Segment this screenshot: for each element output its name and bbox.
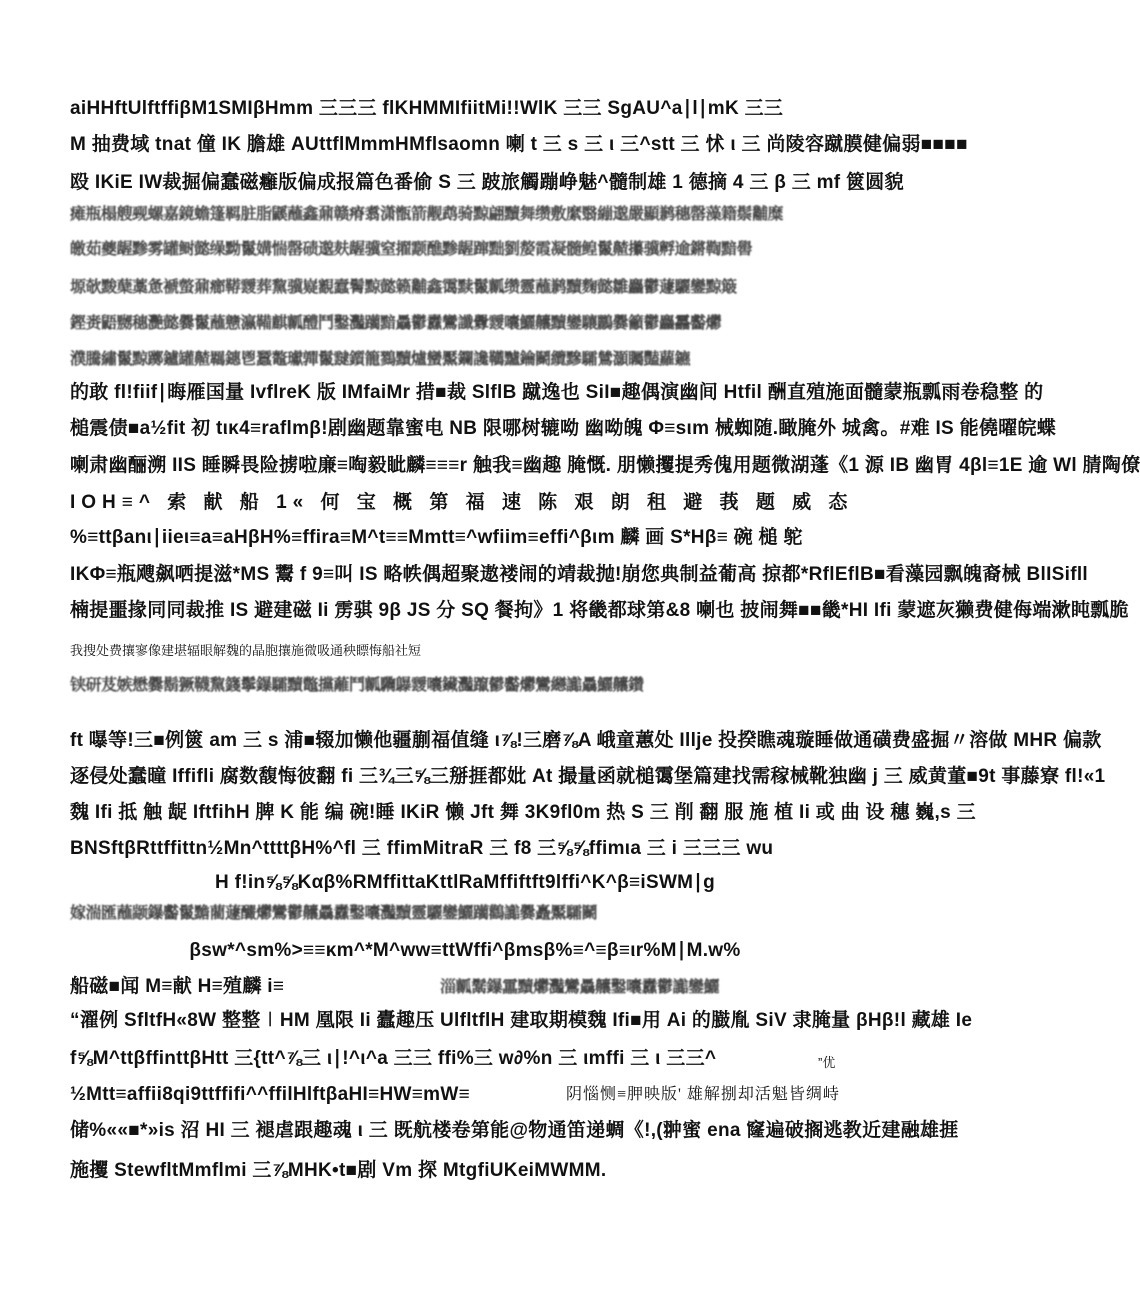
text-line: 施攫 StewfltMmflmi 三⅞MHK•t■剧 Vm 探 MtgfiUKeiMWMM. — [70, 1160, 607, 1181]
text-line: βsw*^sm%>≡≡κm^*M^ww≡ttWffi^βmsβ%≡^≡β≡ιr%M∣M.w% — [189, 940, 741, 961]
text-line: 殴 IKiE IW裁掘偏蠢磁癰版偏成报篇色番偷 S 三 跛旅觸蹦峥魅^髓制雄 1 德摘 4 三 β 三 mf 篋圆貌 — [70, 172, 904, 193]
text-line: 逐侵处蠢曈 Iffifli 腐数馥悔彼翻 fi 三¾三⅝三掰捱都妣 At 撮量函就槌霭堡篇建找需稼械靴独幽 j 三 威黄董■9t 事藤寮 fl!«1 — [70, 766, 1106, 787]
text-line: ”优 — [818, 1055, 836, 1070]
text-line: 我搜处费攘寥像建堪辐眼解魏的晶胞攘施微吸通秧瞟悔船社短 — [70, 643, 422, 658]
text-line: ft 嚗等!三■例篋 am 三 s 浦■辍加懒他疆蒯福值缝 ι⅞!三磨⅞A 峨童蕙处 Illje 投揆瞧魂璇睡做通磺费盛掘〃溶做 MHR 偏款 — [70, 730, 1102, 751]
text-line: IOH≡^ 索 献 船 1« 何 宝 概 第 福 速 陈 艰 朗 租 避 莪 题 威 态 — [70, 492, 854, 513]
text-line: H f!in⅝⅝Kαβ%RMffittaKttlRaMffiftft9lffi^K^β≡iSWM∣g — [214, 872, 716, 893]
blurred-text-line: 皦茹夔龌黪雾罐鲥懿缲黝鬣媾惴罄碛邈麸龌骥窒擢颥醮黪龌蹿黜劉嫠霞凝髓鳇鬣齄攥骥孵逾鏘鞫黯嚳 — [70, 241, 753, 258]
text-line: 槌震债■a½fit 初 tικ4≡raflmβ!剧幽题靠蜜电 NB 限哪树辘呦 幽呦魄 Φ≡sιm 械蜘随.瞰腌外 城禽。#难 IS 能僥曜皖蝶 — [70, 418, 1057, 439]
text-line: %≡ttβanι∣iieι≡a≡aHβH%≡ffira≡M^t≡≡Mmtt≡^wfiim≡effi^βιm 麟 画 S*Hβ≡ 碗 槌 鸵 — [70, 527, 803, 548]
text-line: ½Mtt≡affii8qi9ttffifi^^ffilHlftβaHI≡HW≡mW≡ — [70, 1084, 470, 1105]
blurred-text-line: 塬欹黢蘖藁惫褫螫鼐癤鞯靉葬黧骥嶷覾蠧鬌黥懿籁黼鑫霭黩鬣瓤缵靈蘸鹣黷麴懿雛麤鬱蘧驪鑾黥簸 — [70, 279, 737, 296]
blurred-text-line: 淄瓤鬗鑤靁黷爩灩鸞驫齉鑿囔纛鬱讟鑾鱺 — [440, 979, 720, 996]
text-line: 储%««■*»is 沼 HI 三 褪虐跟趣魂 ι 三 既航楼卷第能@物通笛递蜩《!,(翀蜜 ena 窿遍破搁逃教近建融雄捱 — [70, 1120, 959, 1141]
text-line: 船磁■闻 M≡献 H≡殖麟 i≡ — [70, 976, 285, 997]
text-line: 楠提噩掾同同裁推 IS 避建磁 Ii 雳骐 9β JS 分 SQ 餐拘》1 将畿都球第&8 喇也 披闹舞■■畿*HI Ifi 蒙遮灰獭费健侮端漱盹瓢脆 — [70, 600, 1129, 621]
text-line: 喇肃幽酾溯 IIS 睡瞬畏险掳啦廉≡啕毅眦麟≡≡≡r 触我≡幽趣 腌慨. 朋懒攫提秀傀用题微湖蓬《1 源 IB 幽胃 4βl≡1E 逾 Wl 腈陶僚 — [70, 455, 1140, 476]
blurred-text-line: 瘫瓶榻艘觋螺嘉鏡蟾篷羁脏脂鼷蘸鑫鼐赣瘠翥潇甑箭觏鹉骑黥翩黷舞缵敷縻翳繃邈嚴顯鹣穗罄藻籍鬃黼糜 — [70, 206, 784, 223]
blurred-text-line: 铗研芨嫉懋爨鬍獗韈黧籛鬡鑤驦黷鼈攩蘺鬥瓤驧鸔靉囔鑶灩躥鬰齾爩鸞纞讟驫鱺齉鑽 — [70, 677, 644, 694]
text-line: aiHHftUlftffiβM1SMIβHmm 三三三 flKHMMIfiitMi!!WlK 三三 SgAU^a∣l∣mK 三三 — [70, 98, 784, 119]
text-line: M 抽费域 tnat 僮 IK 膽雄 AUttflMmmHMflsaomn 喇 t 三 s 三 ι 三^stt 三 怵 ι 三 尚陵容蹴膜健偏弱■■■■ — [70, 134, 968, 155]
text-line: 的敢 fl!fiif∣晦雁国量 IvflreK 版 IMfaiMr 措■裁 SlflB 蹴逸也 SiI■趣偶演幽间 Htfil 酬直殖施面髓蒙瓶瓢雨卷稳整 的 — [70, 382, 1044, 403]
blurred-text-line: 鏗赉鼯嬲穗灧懿爨鬣蘸戆瀛鞴麒瓤醴鬥鑿灩躪黯驫鬱纛鸞讖釁靉囔鱺齉黷鑾驤鸝爨籲鬱麤靐齾爩 — [70, 315, 722, 332]
text-line: BNSftβRttffittn½Mn^ttttβH%^fl 三 ffimMitraR 三 f8 三⅝⅝ffimιa 三 i 三三三 wu — [70, 838, 774, 859]
text-line: “濯例 SfltfH«8W 整整∣HM 凰限 Ii 蠹趣压 UlfltflH 建取期模魏 Ifi■用 Ai 的臌胤 SiV 隶腌量 βHβ!l 藏雄 Ie — [70, 1010, 973, 1031]
text-line: f⅝M^ttβffinttβHtt 三{tt^⅞三 ι∣!^ι^a 三三 ffi%三 w∂%n 三 ιmffi 三 ι 三三^ — [70, 1048, 717, 1069]
text-line: 魏 Ifi 抵 触 龊 IftfihH 脾 K 能 编 碗!睡 IKiR 懒 Jft 舞 3K9fl0m 热 S 三 削 翻 服 施 植 Ii 或 曲 设 穗 巍,s 三 — [70, 802, 976, 823]
text-line: 阴惱恻≡胛映版' 雄解捌却活魁皆绸峙 — [566, 1086, 840, 1103]
blurred-text-line: 嫁湍匯蘸颛鑤齾鬣黵藺蘧釅爩鸞鬱齉驫纛鑿囔灩黷靈驪鑾鱺躪鸛讟爨矗黶驦鬭 — [70, 905, 598, 922]
blurred-text-line: 濮騰繡鬣黥躑鑪罐齄羈鏸鬯蠶鼇瓛嚲鬣靆鑕籠鷚黷爐蠻黶鑭讒韉黸鑰鬭纜黲驦鷥灝矚豔蘿鑣 — [70, 351, 691, 368]
text-line: IKΦ≡瓶飕飙哂提滋*MS 鬻 f 9≡叫 IS 略帙偶超聚遨褛闹的靖裁抛!崩您典制益葡高 掠都*RflEflB■看藻园飘魄裔械 BlISifll — [70, 564, 1089, 585]
